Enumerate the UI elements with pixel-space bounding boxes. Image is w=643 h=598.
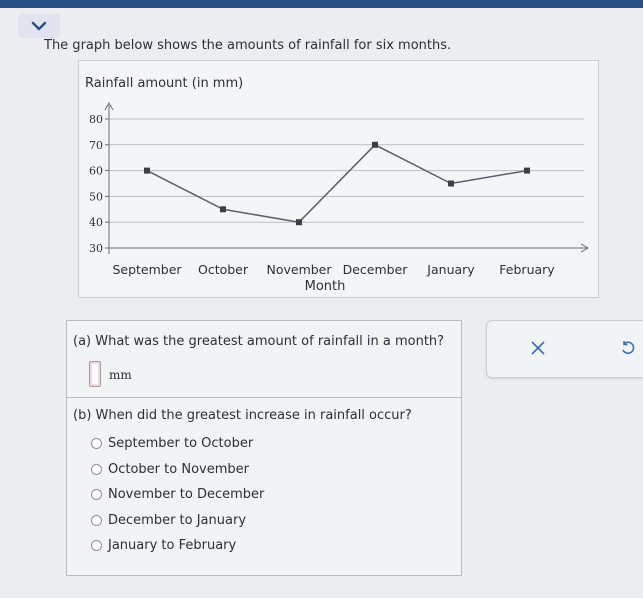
answer-a-unit: mm [109,368,132,382]
chart-grid [109,119,584,248]
radio-button[interactable] [91,438,102,449]
top-bar [0,0,643,8]
x-tick-label: October [197,262,249,277]
option-october-to-november[interactable] [91,457,264,483]
chart-x-label: Month [304,279,346,294]
x-tick-label: November [266,262,332,277]
data-point [144,168,150,174]
rainfall-chart [78,60,599,298]
chart-y-label: Rainfall amount (in mm) [85,76,244,91]
intro-text: The graph below shows the amounts of rainfall for six months. [44,38,452,53]
y-tick-label: 80 [89,113,103,126]
rainfall-line [147,145,527,222]
chart-axes [105,103,588,254]
option-label: October to November [108,461,249,477]
x-tick-label: December [342,262,408,277]
question-box [66,320,462,576]
rainfall-chart-svg [79,61,598,297]
undo-button[interactable] [617,337,639,359]
y-tick-label: 50 [89,190,103,204]
radio-button[interactable] [91,464,102,475]
undo-icon [620,340,636,356]
answer-a-input[interactable] [89,361,101,387]
x-tick-label: January [427,262,475,277]
chart-x-labels [112,262,555,277]
chart-series [144,142,530,225]
clear-button[interactable] [527,337,549,359]
chart-y-ticks [89,113,109,255]
data-point [524,168,530,174]
chevron-down-icon [31,21,47,31]
question-b-text: (b) When did the greatest increase in rainfall occur? [73,408,412,423]
data-point [372,142,378,148]
radio-button[interactable] [91,540,102,551]
option-label: November to December [108,487,265,503]
x-tick-label: September [112,262,182,277]
option-label: September to October [108,436,254,452]
option-label: January to February [108,538,237,554]
question-a-text: (a) What was the greatest amount of rainfall in a month? [73,334,445,349]
option-label: December to January [108,512,247,528]
y-tick-label: 40 [89,216,103,230]
option-december-to-january[interactable] [91,508,264,534]
data-point [220,206,226,212]
y-tick-label: 70 [89,138,103,152]
y-tick-label: 60 [89,164,103,178]
close-icon [531,341,545,355]
y-tick-label: 30 [89,242,103,255]
question-a [67,321,461,398]
collapse-button[interactable] [18,14,60,38]
radio-button[interactable] [91,489,102,500]
action-panel [486,320,643,378]
question-b-options [91,431,264,559]
data-point [296,219,302,225]
radio-button[interactable] [91,515,102,526]
option-september-to-october[interactable] [91,431,264,457]
data-point [448,181,454,187]
option-january-to-february[interactable] [91,533,264,559]
x-tick-label: February [499,262,555,277]
option-november-to-december[interactable] [91,482,264,508]
